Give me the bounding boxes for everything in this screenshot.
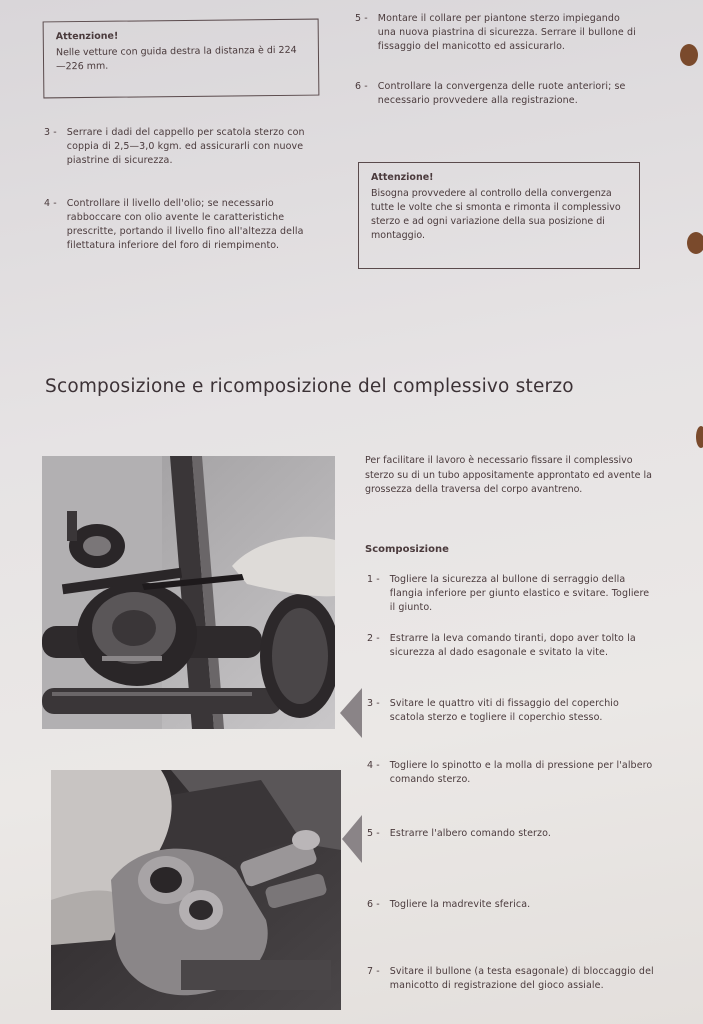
notice-box-convergence	[358, 162, 640, 269]
step-number: 3 -	[44, 127, 57, 138]
step-item-3-tighten	[44, 126, 324, 168]
pointer-arrow-step-5	[342, 815, 362, 863]
subheading-disassembly: Scomposizione	[365, 544, 449, 555]
step-number: 6 -	[355, 81, 368, 92]
step-number: 2 -	[367, 633, 380, 644]
binder-hole-bottom	[696, 426, 703, 448]
step-item-4-oil-level	[44, 197, 324, 253]
intro-paragraph: Per facilitare il lavoro è necessario fissare il complessivo sterzo su di un tubo appositamente approntato ed avente la grossezza della traversa del corpo avantreno.	[365, 455, 652, 495]
section-title: Scomposizione e ricomposizione del complessivo sterzo	[45, 376, 574, 397]
binder-hole-top	[680, 44, 698, 66]
pointer-arrow-step-3	[340, 688, 362, 738]
disassembly-step-4	[367, 759, 654, 787]
step-text: Controllare la convergenza delle ruote anteriori; se necessario provvedere alla registrazione.	[377, 81, 626, 106]
notice-text: Nelle vetture con guida destra la distanza è di 224—226 mm.	[55, 44, 297, 73]
photo-steering-box-removing-safety	[42, 456, 335, 729]
disassembly-step-1	[367, 573, 654, 615]
step-number: 1 -	[367, 574, 380, 585]
notice-title: Attenzione!	[55, 30, 119, 43]
step-text: Serrare i dadi del cappello per scatola sterzo con coppia di 2,5—3,0 kgm. ed assicurarli con nuove piastrine di sicurezza.	[66, 127, 305, 166]
step-text: Estrarre l'albero comando sterzo.	[389, 828, 551, 839]
step-item-5-collar	[355, 12, 639, 54]
step-number: 5 -	[355, 13, 368, 24]
photo-steering-box-removing-shaft	[51, 770, 341, 1010]
step-text: Estrarre la leva comando tiranti, dopo aver tolto la sicurezza al dado esagonale e svitato la vite.	[389, 633, 636, 658]
step-number: 5 -	[367, 828, 380, 839]
step-text: Togliere la sicurezza al bullone di serraggio della flangia inferiore per giunto elastico e svitare. Togliere il giunto.	[389, 574, 650, 613]
step-item-6-convergence	[355, 80, 639, 108]
step-text: Svitare il bullone (a testa esagonale) di bloccaggio del manicotto di registrazione del gioco assiale.	[389, 966, 654, 991]
step-text: Svitare le quattro viti di fissaggio del coperchio scatola sterzo e togliere il coperchio stesso.	[389, 698, 619, 723]
step-number: 4 -	[367, 760, 380, 771]
step-number: 3 -	[367, 698, 380, 709]
disassembly-step-7	[367, 965, 654, 993]
disassembly-step-5	[367, 827, 654, 841]
disassembly-step-6	[367, 898, 654, 912]
step-text: Montare il collare per piantone sterzo impiegando una nuova piastrina di sicurezza. Serrare il bullone di fissaggio del manicotto ed assicurarlo.	[377, 13, 636, 52]
disassembly-step-2	[367, 632, 654, 660]
notice-text: Bisogna provvedere al controllo della convergenza tutte le volte che si smonta e rimonta il complessivo sterzo e ad ogni variazione della sua posizione di montaggio.	[371, 188, 621, 241]
step-text: Controllare il livello dell'olio; se necessario rabboccare con olio avente le caratteristiche prescritte, portando il livello fino all'altezza della filettatura inferiore del foro di riempimento.	[66, 198, 304, 251]
notice-title: Attenzione!	[371, 172, 434, 183]
step-text: Togliere lo spinotto e la molla di pressione per l'albero comando sterzo.	[389, 760, 653, 785]
step-number: 4 -	[44, 198, 57, 209]
step-number: 6 -	[367, 899, 380, 910]
notice-box-right-hand-drive	[43, 19, 320, 99]
disassembly-step-3	[367, 697, 654, 725]
step-text: Togliere la madrevite sferica.	[389, 899, 531, 910]
step-number: 7 -	[367, 966, 380, 977]
binder-hole-middle	[687, 232, 703, 254]
